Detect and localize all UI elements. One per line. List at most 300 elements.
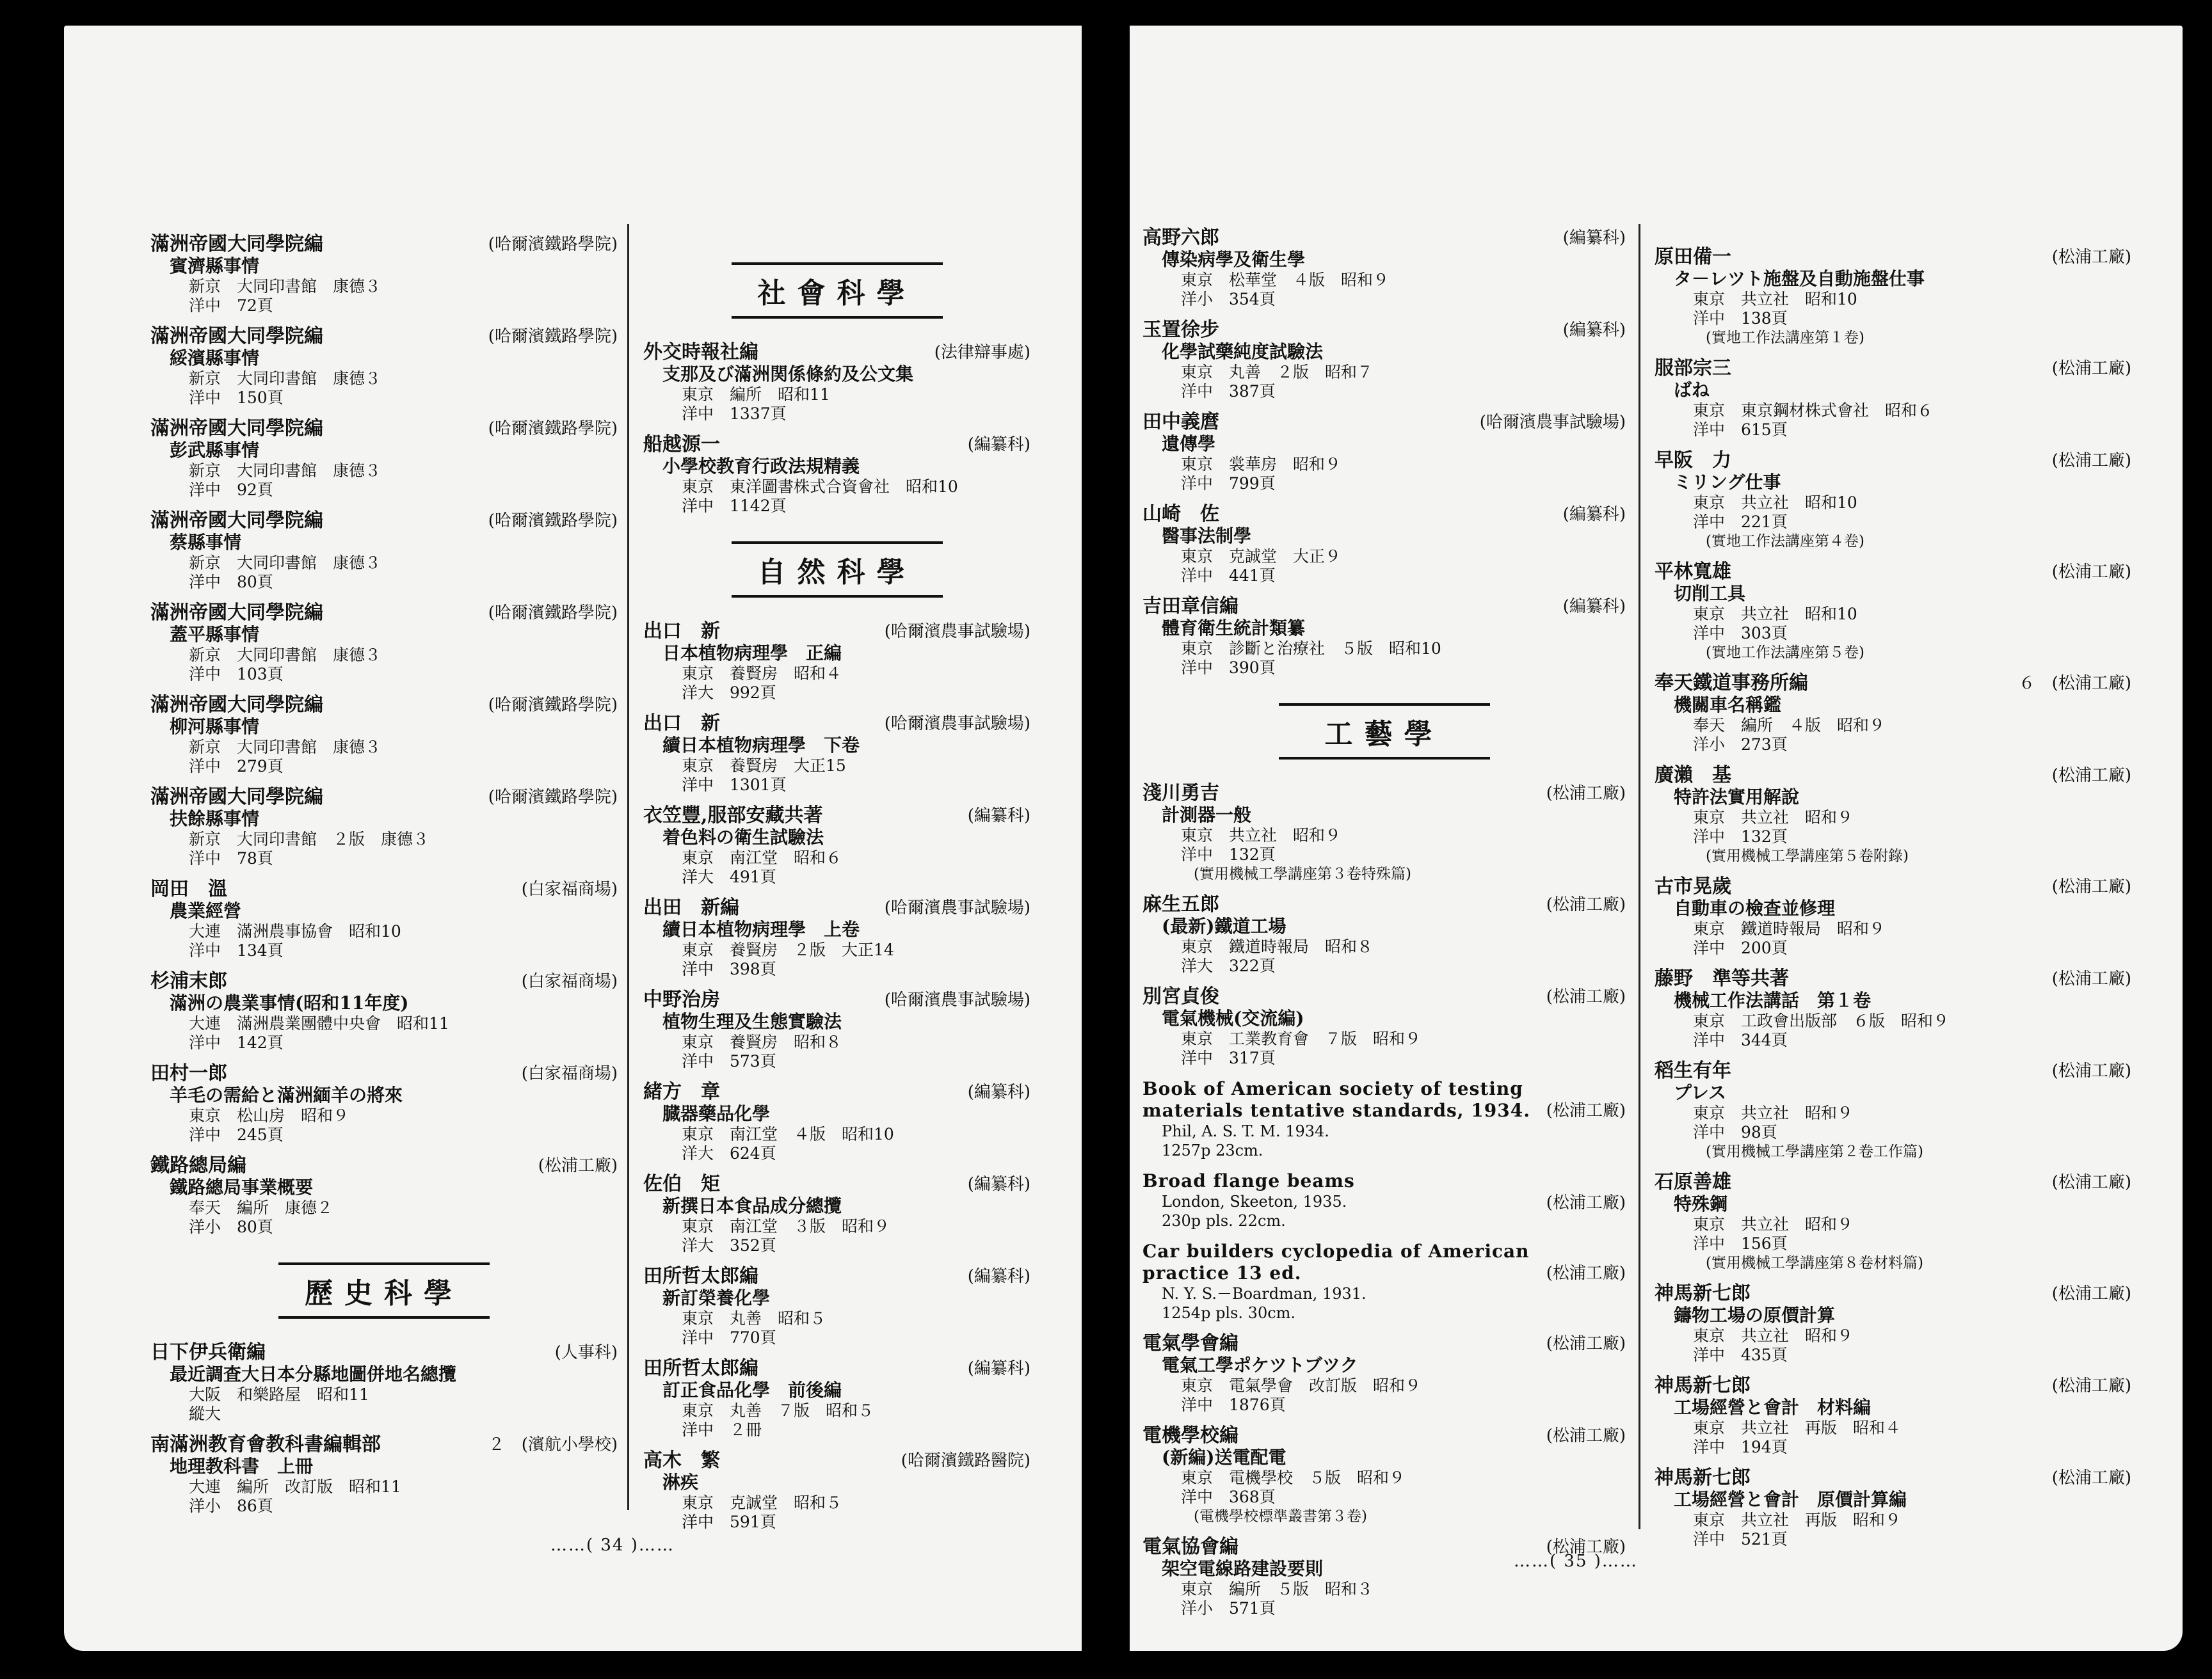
entry-pages: 洋中 441頁 [1181, 566, 1276, 585]
catalog-entry [1142, 596, 1626, 678]
left-page [64, 26, 1082, 1651]
entry-title: 電氣機械(交流編) [1162, 1008, 1304, 1029]
entry-title: 賓濟縣事情 [170, 255, 260, 276]
entry-location-code: (編纂科) [967, 435, 1030, 454]
entry-pages: 洋小 80頁 [189, 1218, 273, 1236]
entry-publisher: 新京 大同印書館 康德３ [189, 553, 381, 572]
catalog-entry [1655, 968, 2131, 1050]
entry-publisher: 東京 共立社 昭和９ [1181, 826, 1342, 845]
entry-imprint: London, Skeeton, 1935. [1162, 1193, 1347, 1211]
entry-location-code: (編纂科) [967, 1267, 1030, 1286]
entry-location-code: (松浦工廠) [1546, 1426, 1626, 1445]
entry-location-code: (松浦工廠) [1546, 784, 1626, 803]
entry-title: 臓器藥品化學 [662, 1103, 771, 1124]
catalog-entry [1142, 1333, 1626, 1415]
catalog-entry [150, 1155, 618, 1237]
entry-author: 緒方 章 [643, 1081, 720, 1103]
entry-location-code: (編纂科) [1562, 505, 1626, 524]
entry-location-code: (松浦工廠) [1546, 1264, 1626, 1283]
catalog-entry [1655, 1375, 2131, 1457]
entry-publisher: 東京 工政會出版部 ６版 昭和９ [1693, 1012, 1950, 1030]
entry-location-code: (松浦工廠) [1546, 1334, 1626, 1353]
entry-location-code: (哈爾濱鐵路學院) [488, 235, 618, 254]
entry-location-code: (松浦工廠) [538, 1156, 618, 1175]
catalog-entry [1655, 450, 2131, 551]
entry-location-code: (松浦工廠) [1546, 987, 1626, 1007]
entry-pages: 洋小 86頁 [189, 1497, 273, 1515]
entry-pages: 洋大 992頁 [682, 683, 776, 702]
entry-publisher: 東京 共立社 昭和10 [1693, 605, 1857, 623]
entry-title: 化學試藥純度試驗法 [1162, 341, 1324, 362]
entry-pages: 洋小 354頁 [1181, 290, 1276, 308]
entry-extent: 1257p 23cm. [1162, 1142, 1263, 1159]
entry-author: 電氣學會編 [1142, 1332, 1238, 1355]
entry-title: 新訂榮養化學 [662, 1287, 771, 1309]
entry-pages: 洋中 78頁 [189, 849, 273, 868]
catalog-entry [643, 1358, 1030, 1440]
entry-publisher: 東京 丸善 昭和５ [682, 1309, 826, 1328]
entry-author: 滿洲帝國大同學院編 [150, 786, 323, 808]
entry-author: 日下伊兵衛編 [150, 1341, 266, 1364]
entry-pages: 洋中 317頁 [1181, 1049, 1276, 1067]
entry-series: (實用機械工學講座第３卷特殊篇) [1194, 866, 1411, 882]
entry-publisher: 東京 編所 昭和11 [682, 385, 830, 404]
entry-publisher: 東京 南江堂 昭和６ [682, 848, 842, 867]
entry-title: ばね [1674, 379, 1710, 401]
entry-author: 田村一郎 [150, 1062, 227, 1085]
entry-author: 古市晃歲 [1655, 875, 1731, 898]
entry-title: 鐵路總局事業概要 [170, 1177, 314, 1198]
page-number-34: ……( 34 )…… [550, 1536, 675, 1555]
entry-pages: 洋大 491頁 [682, 868, 776, 886]
catalog-entry [1142, 894, 1626, 976]
entry-pages: 洋中 279頁 [189, 757, 284, 776]
entry-pages: 洋中 72頁 [189, 296, 273, 315]
entry-location-code: (松浦工廠) [2051, 1468, 2131, 1488]
entry-author: 早阪 力 [1655, 449, 1731, 472]
column-divider [1639, 224, 1640, 1529]
entry-title: 着色料の衛生試驗法 [662, 827, 824, 848]
entry-pages: 洋中 80頁 [189, 573, 273, 591]
entry-location-code: (人事科) [554, 1343, 618, 1362]
entry-author: 玉置徐步 [1142, 319, 1219, 341]
entry-location-code: (松浦工廠) [1546, 1101, 1626, 1120]
entry-pages: 縱大 [189, 1404, 221, 1423]
entry-publisher: 大連 滿洲農業團體中央會 昭和11 [189, 1014, 449, 1033]
entry-pages: 洋中 770頁 [682, 1328, 776, 1347]
entry-author: 船越源一 [643, 433, 720, 456]
section-heading-natural: 自然科學 [732, 541, 943, 598]
entry-extent: 1254p pls. 30cm. [1162, 1304, 1296, 1322]
entry-location-code: (編纂科) [967, 1175, 1030, 1194]
entry-pages: 洋中 245頁 [189, 1126, 284, 1144]
catalog-entry [150, 1434, 618, 1516]
entry-author: 南滿洲教育會教科書編輯部 [150, 1433, 381, 1456]
entry-pages: 洋中 1876頁 [1181, 1396, 1286, 1414]
catalog-entry [643, 621, 1030, 703]
catalog-entry-english [1142, 1241, 1626, 1323]
entry-title: 日本植物病理學 正編 [662, 642, 842, 664]
entry-author: 中野治房 [643, 989, 720, 1011]
entry-title: Book of American society of testing materials tentative standards, 1934. [1142, 1078, 1530, 1121]
entry-title: 遺傳學 [1162, 433, 1216, 454]
catalog-entry [150, 879, 618, 960]
entry-author: 田所哲太郎編 [643, 1265, 758, 1287]
entry-series: (實用機械工學講座第８卷材料篇) [1706, 1255, 1923, 1271]
entry-title: 淋疾 [662, 1472, 699, 1493]
entry-title: 機關車名稱鑑 [1674, 694, 1782, 715]
entry-publisher: 東京 共立社 昭和９ [1693, 808, 1854, 827]
column-divider [627, 224, 629, 1510]
entry-imprint: N. Y. S.－Boardman, 1931. [1162, 1285, 1366, 1303]
entry-author: 神馬新七郎 [1655, 1282, 1751, 1305]
entry-publisher: 新京 大同印書館 康德３ [189, 277, 381, 296]
entry-location-code: (哈爾濱鐵路學院) [488, 419, 618, 438]
entry-pages: 洋中 132頁 [1181, 845, 1276, 864]
entry-title: 最近調査大日本分縣地圖併地名總攬 [170, 1364, 457, 1385]
entry-author: 高木 繁 [643, 1449, 720, 1472]
entry-location-code: (松浦工廠) [2051, 1173, 2131, 1192]
entry-publisher: 大阪 和樂路屋 昭和11 [189, 1385, 369, 1404]
catalog-entry [643, 1450, 1030, 1532]
catalog-entry-english [1142, 1170, 1626, 1230]
entry-title: 傳染病學及衛生學 [1162, 249, 1306, 270]
left-column-1 [150, 234, 618, 1526]
entry-series: (實用機械工學講座第５卷附錄) [1706, 848, 1909, 864]
catalog-entry [643, 805, 1030, 887]
entry-title: 特許法實用解說 [1674, 786, 1800, 808]
entry-series: (實地工作法講座第４卷) [1706, 533, 1864, 550]
entry-location-code: (松浦工廠) [2051, 1062, 2131, 1081]
catalog-entry [1142, 319, 1626, 401]
entry-title: 新撰日本食品成分總攬 [662, 1195, 842, 1216]
entry-author: 稻生有年 [1655, 1060, 1731, 1082]
catalog-entry [1655, 672, 2131, 754]
entry-pages: 洋中 591頁 [682, 1513, 776, 1531]
entry-location-code: (哈爾濱農事試驗場) [884, 898, 1030, 918]
entry-pages: 洋大 624頁 [682, 1144, 776, 1163]
entry-location-code: (松浦工廠) [2051, 969, 2131, 989]
catalog-entry [1142, 411, 1626, 493]
entry-location-code: (編纂科) [967, 1083, 1030, 1102]
entry-pages: 洋中 1301頁 [682, 776, 787, 794]
entry-publisher: 東京 養賢房 昭和４ [682, 664, 842, 683]
entry-publisher: 大連 編所 改訂版 昭和11 [189, 1477, 401, 1496]
entry-author: 電氣協會編 [1142, 1536, 1238, 1558]
entry-title: 訂正食品化學 前後編 [662, 1380, 842, 1401]
entry-publisher: 新京 大同印書館 康德３ [189, 369, 381, 388]
entry-imprint: Phil, A. S. T. M. 1934. [1162, 1122, 1329, 1140]
entry-publisher: 東京 工業教育會 ７版 昭和９ [1181, 1030, 1422, 1048]
entry-pages: 洋大 352頁 [682, 1236, 776, 1255]
entry-title: 架空電線路建設要則 [1162, 1558, 1324, 1579]
entry-author: 神馬新七郎 [1655, 1467, 1751, 1489]
entry-title: 醫事法制學 [1162, 525, 1252, 546]
entry-author: 鐵路總局編 [150, 1154, 246, 1177]
catalog-entry [643, 1174, 1030, 1255]
entry-publisher: 東京 松華堂 ４版 昭和９ [1181, 271, 1390, 289]
right-column-1 [1142, 227, 1626, 1628]
entry-series: (實用機械工學講座第２卷工作篇) [1706, 1143, 1923, 1160]
entry-location-code: (法律辯事處) [934, 343, 1030, 362]
catalog-entry [1655, 1467, 2131, 1549]
entry-title: 小學校教育行政法規精義 [662, 456, 860, 477]
catalog-entry [643, 713, 1030, 795]
entry-location-code: (編纂科) [1562, 321, 1626, 340]
entry-pages: 洋中 142頁 [189, 1033, 284, 1052]
catalog-entry [150, 602, 618, 684]
entry-title: 工場經營と會計 原價計算編 [1674, 1489, 1907, 1510]
entry-location-code: (哈爾濱鐵路學院) [488, 788, 618, 807]
entry-location-code: (哈爾濱鐵路學院) [488, 603, 618, 623]
catalog-entry [1655, 246, 2131, 347]
entry-series: (電機學校標準叢書第３卷) [1194, 1508, 1367, 1525]
entry-location-code: (哈爾濱農事試驗場) [884, 714, 1030, 733]
right-column-2 [1655, 246, 2131, 1559]
entry-location-code: (編纂科) [1562, 228, 1626, 248]
entry-title: 綏濱縣事情 [170, 347, 260, 369]
catalog-entry [150, 1063, 618, 1145]
catalog-entry-english [1142, 1078, 1626, 1160]
entry-publisher: 奉天 編所 康德２ [189, 1198, 333, 1217]
entry-location-code: (哈爾濱農事試驗場) [1479, 413, 1626, 432]
entry-location-code: (白家福商場) [521, 1064, 618, 1083]
entry-publisher: 東京 電氣學會 改訂版 昭和９ [1181, 1376, 1422, 1395]
entry-location-code: (編纂科) [967, 806, 1030, 825]
catalog-entry [1142, 504, 1626, 585]
entry-title: 體育衛生統計類纂 [1162, 617, 1306, 639]
entry-author: 滿洲帝國大同學院編 [150, 601, 323, 624]
entry-pages: 洋中 221頁 [1693, 513, 1788, 531]
entry-author: 外交時報社編 [643, 341, 758, 363]
entry-pages: 洋中 799頁 [1181, 474, 1276, 493]
entry-pages: 洋中 103頁 [189, 665, 284, 683]
entry-pages: 洋中 1337頁 [682, 404, 787, 423]
entry-title: 鑄物工場の原價計算 [1674, 1305, 1836, 1326]
entry-title: ミリング仕事 [1674, 472, 1781, 493]
entry-author: 出田 新編 [643, 896, 739, 919]
entry-publisher: 東京 克誠堂 大正９ [1181, 547, 1342, 566]
entry-publisher: 東京 電機學校 ５版 昭和９ [1181, 1468, 1406, 1487]
entry-publisher: 東京 共立社 昭和９ [1693, 1326, 1854, 1345]
entry-publisher: 新京 大同印書館 康德３ [189, 738, 381, 756]
entry-pages: 洋大 322頁 [1181, 957, 1276, 975]
catalog-entry [150, 326, 618, 408]
left-column-2 [643, 237, 1030, 1542]
entry-location-code: (哈爾濱鐵路學院) [488, 511, 618, 530]
entry-author: 佐伯 矩 [643, 1173, 720, 1195]
entry-title: タ－レツト施盤及自動施盤仕事 [1674, 268, 1925, 289]
entry-pages: 洋中 303頁 [1693, 624, 1788, 642]
section-heading-history: 歷史科學 [278, 1262, 490, 1319]
entry-author: 吉田章信編 [1142, 595, 1238, 617]
entry-extent: 230p pls. 22cm. [1162, 1212, 1286, 1230]
catalog-entry [643, 989, 1030, 1071]
entry-pages: 洋中 398頁 [682, 960, 776, 978]
entry-title: 植物生理及生態實驗法 [662, 1011, 842, 1032]
entry-author: 滿洲帝國大同學院編 [150, 325, 323, 347]
entry-pages: 洋中 134頁 [189, 941, 284, 960]
entry-pages: 洋中 ２冊 [682, 1420, 762, 1439]
entry-title: 彭武縣事情 [170, 440, 260, 461]
catalog-entry [150, 694, 618, 776]
entry-location-code: (哈爾濱農事試驗場) [884, 622, 1030, 641]
catalog-entry [1655, 876, 2131, 958]
entry-title: (新編)送電配電 [1162, 1447, 1286, 1468]
entry-pages: 洋小 571頁 [1181, 1599, 1276, 1618]
entry-pages: 洋中 521頁 [1693, 1530, 1788, 1548]
entry-pages: 洋中 194頁 [1693, 1438, 1788, 1456]
entry-series: (實地工作法講座第５卷) [1706, 644, 1864, 661]
entry-location-code: (松浦工廠) [1546, 895, 1626, 914]
entry-pages: 洋中 132頁 [1693, 827, 1788, 846]
entry-publisher: 東京 診斷と治療社 ５版 昭和10 [1181, 639, 1441, 658]
entry-publisher: 新京 大同印書館 康德３ [189, 646, 381, 664]
entry-publisher: 東京 共立社 昭和９ [1693, 1215, 1854, 1234]
entry-author: 電機學校編 [1142, 1424, 1238, 1447]
entry-author: 山崎 佐 [1142, 503, 1219, 525]
entry-publisher: 東京 養賢房 ２版 大正14 [682, 941, 894, 959]
entry-publisher: 東京 南江堂 ４版 昭和10 [682, 1125, 894, 1143]
entry-title: 續日本植物病理學 下卷 [662, 735, 860, 756]
entry-author: 麻生五郎 [1142, 893, 1219, 916]
entry-publisher: 東京 松山房 昭和９ [189, 1106, 349, 1125]
entry-publisher: 奉天 編所 ４版 昭和９ [1693, 716, 1886, 735]
catalog-entry [150, 971, 618, 1053]
entry-location-code: (松浦工廠) [1546, 1538, 1626, 1557]
entry-author: 淺川勇吉 [1142, 782, 1219, 804]
catalog-entry [1655, 765, 2131, 866]
entry-author: 廣瀨 基 [1655, 764, 1731, 786]
entry-author: 滿洲帝國大同學院編 [150, 694, 323, 716]
entry-pages: 洋中 368頁 [1181, 1488, 1276, 1506]
entry-title: Broad flange beams [1142, 1170, 1355, 1191]
entry-title: 農業經營 [170, 900, 242, 921]
entry-title: 特殊鋼 [1674, 1193, 1728, 1214]
entry-location-code: (白家福商場) [521, 972, 618, 991]
entry-title: 切削工具 [1674, 583, 1746, 604]
section-heading-industry: 工藝學 [1279, 703, 1490, 760]
entry-author: 衣笠豐,服部安藏共著 [643, 804, 823, 827]
catalog-entry [1655, 1283, 2131, 1365]
catalog-entry [643, 897, 1030, 979]
entry-publisher: 大連 滿洲農事協會 昭和10 [189, 922, 401, 941]
entry-pages: 洋中 1142頁 [682, 497, 787, 515]
entry-author: 服部宗三 [1655, 357, 1731, 379]
entry-publisher: 東京 鐵道時報局 昭和８ [1181, 937, 1374, 956]
entry-title: (最新)鐵道工場 [1162, 916, 1286, 937]
catalog-entry [150, 234, 618, 315]
entry-publisher: 東京 共立社 昭和10 [1693, 493, 1857, 512]
entry-title: 地理教科書 上冊 [170, 1456, 314, 1477]
entry-author: 出口 新 [643, 620, 720, 642]
entry-pages: 洋中 573頁 [682, 1052, 776, 1070]
catalog-entry [1142, 1425, 1626, 1526]
entry-title: 自動車の檢查並修理 [1674, 898, 1836, 919]
entry-author: 出口 新 [643, 712, 720, 735]
entry-publisher: 東京 共立社 昭和10 [1693, 290, 1857, 308]
catalog-entry [643, 1266, 1030, 1348]
catalog-entry [643, 434, 1030, 516]
entry-publisher: 新京 大同印書館 康德３ [189, 461, 381, 480]
entry-author: 藤野 準等共著 [1655, 967, 1789, 990]
entry-pages: 洋中 92頁 [189, 481, 273, 499]
entry-publisher: 東京 共立社 昭和９ [1693, 1104, 1854, 1122]
entry-publisher: 東京 共立社 再版 昭和９ [1693, 1511, 1902, 1529]
entry-publisher: 東京 養賢房 大正15 [682, 756, 846, 775]
entry-author: 滿洲帝國大同學院編 [150, 509, 323, 532]
entry-location-code: (哈爾濱農事試驗場) [884, 991, 1030, 1010]
entry-publisher: 東京 鐵道時報局 昭和９ [1693, 919, 1886, 938]
entry-pages: 洋中 138頁 [1693, 309, 1788, 328]
catalog-entry [643, 1081, 1030, 1163]
entry-title: 工場經營と會計 材料編 [1674, 1397, 1871, 1418]
entry-title: プレス [1674, 1082, 1727, 1103]
entry-author: 高野六郎 [1142, 227, 1219, 249]
entry-author: 滿洲帝國大同學院編 [150, 233, 323, 255]
entry-location-code: ２ (濱航小學校) [488, 1435, 618, 1454]
entry-title: Car builders cyclopedia of American practice 13 ed. [1142, 1241, 1530, 1284]
entry-publisher: 東京 東洋圖書株式合資會社 昭和10 [682, 477, 958, 496]
entry-location-code: (松浦工廠) [2051, 562, 2131, 582]
catalog-entry [1142, 783, 1626, 884]
right-page [1130, 26, 2183, 1651]
entry-author: 奉天鐵道事務所編 [1655, 672, 1808, 694]
entry-pages: 洋中 150頁 [189, 388, 284, 407]
entry-publisher: 東京 丸善 ２版 昭和７ [1181, 363, 1374, 381]
entry-publisher: 東京 東京鋼材株式會社 昭和６ [1693, 401, 1934, 420]
entry-publisher: 東京 共立社 再版 昭和４ [1693, 1419, 1902, 1437]
entry-pages: 洋中 435頁 [1693, 1346, 1788, 1364]
entry-pages: 洋小 273頁 [1693, 735, 1788, 754]
entry-location-code: (編纂科) [967, 1359, 1030, 1378]
entry-author: 岡田 溫 [150, 878, 227, 900]
catalog-entry [1655, 1172, 2131, 1273]
catalog-entry [150, 418, 618, 500]
entry-location-code: (松浦工廠) [2051, 1284, 2131, 1303]
entry-title: 柳河縣事情 [170, 716, 260, 737]
entry-publisher: 東京 南江堂 ３版 昭和９ [682, 1217, 890, 1236]
entry-author: 田中義麿 [1142, 411, 1219, 433]
entry-publisher: 東京 養賢房 昭和８ [682, 1033, 842, 1051]
entry-location-code: (松浦工廠) [2051, 248, 2131, 267]
catalog-entry [1142, 227, 1626, 309]
entry-title: 羊毛の需給と滿洲緬羊の將來 [170, 1085, 403, 1106]
entry-title: 電氣工學ポケツトブツク [1162, 1355, 1358, 1376]
entry-title: 扶餘縣事情 [170, 808, 260, 829]
entry-pages: 洋中 98頁 [1693, 1123, 1777, 1142]
entry-publisher: 東京 編所 ５版 昭和３ [1181, 1580, 1374, 1598]
entry-location-code: (編纂科) [1562, 597, 1626, 616]
entry-location-code: (松浦工廠) [2051, 766, 2131, 785]
entry-author: 原田備一 [1655, 246, 1731, 268]
entry-title: 蔡縣事情 [170, 532, 242, 553]
entry-pages: 洋中 156頁 [1693, 1234, 1788, 1253]
entry-location-code: (松浦工廠) [2051, 359, 2131, 378]
entry-location-code: (松浦工廠) [1546, 1193, 1626, 1213]
entry-author: 滿洲帝國大同學院編 [150, 417, 323, 440]
catalog-entry [643, 342, 1030, 424]
page-number-35: ……( 35 )…… [1514, 1552, 1638, 1571]
entry-title: 續日本植物病理學 上卷 [662, 919, 860, 940]
catalog-entry [1655, 1060, 2131, 1161]
entry-publisher: 東京 裳華房 昭和９ [1181, 455, 1342, 473]
catalog-entry [150, 786, 618, 868]
entry-location-code: (哈爾濱鐵路醫院) [901, 1451, 1030, 1470]
entry-series: (實地工作法講座第１卷) [1706, 330, 1864, 346]
catalog-entry [150, 1342, 618, 1424]
entry-title: 滿洲の農業事情(昭和11年度) [170, 992, 409, 1014]
